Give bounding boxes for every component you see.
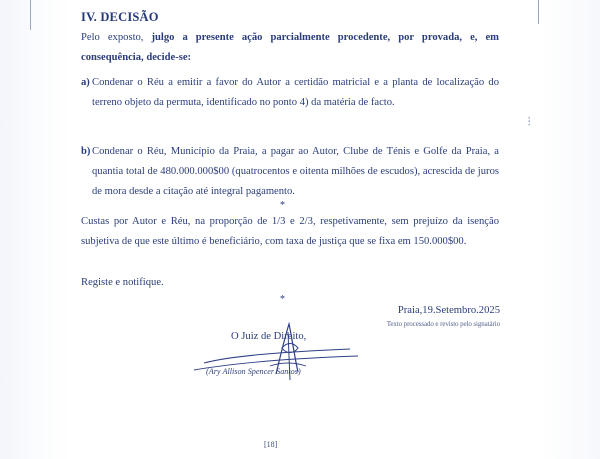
- separator-star: *: [280, 200, 285, 211]
- item-label: b): [81, 146, 91, 157]
- item-text: Condenar o Réu a emitir a favor do Autor a certidão matricial e a planta de localização do terreno objeto da permuta, identificado no ponto 4) da matéria de facto.: [92, 77, 499, 108]
- intro-bold: julgo a presente ação parcialmente procedente, por provada, e, em consequência, decide-se:: [81, 32, 499, 63]
- margin-mark: ⁝: [527, 115, 532, 130]
- judge-title: O Juiz de Direito,: [231, 331, 307, 342]
- section-heading: IV. DECISÃO: [81, 10, 159, 24]
- page-border-right: [538, 0, 539, 24]
- place-date: Praia,19.Setembro.2025: [397, 305, 500, 316]
- page-border-left: [30, 0, 31, 30]
- item-label: a): [81, 77, 90, 88]
- judge-name: (Ary Allison Spencer Santos): [206, 367, 301, 376]
- separator-star: *: [280, 294, 285, 305]
- decision-item-a: [81, 73, 499, 113]
- decision-item-b: [81, 142, 499, 202]
- item-text: Condenar o Réu, Município da Praia, a pagar ao Autor, Clube de Ténis e Golfe da Praia, a quantia total de 480.000.000$00 (quatrocentos e oitenta milhões de escudos), acrescida de juros de mora desde a citação até integral pagamento.: [92, 146, 499, 197]
- handwritten-signature: [190, 318, 370, 388]
- processing-note: Texto processado e revisto pelo signatário: [386, 320, 500, 328]
- page-number: [18]: [264, 440, 278, 449]
- decision-intro: [81, 28, 499, 68]
- costs-paragraph: Custas por Autor e Réu, na proporção de 1/3 e 2/3, respetivamente, sem prejuízo da isenção subjetiva de que este último é beneficiário, com taxa de justiça que se fixa em 150.000$00.: [81, 216, 499, 247]
- closing-line: Registe e notifique.: [81, 277, 164, 288]
- intro-plain: Pelo exposto,: [81, 32, 152, 43]
